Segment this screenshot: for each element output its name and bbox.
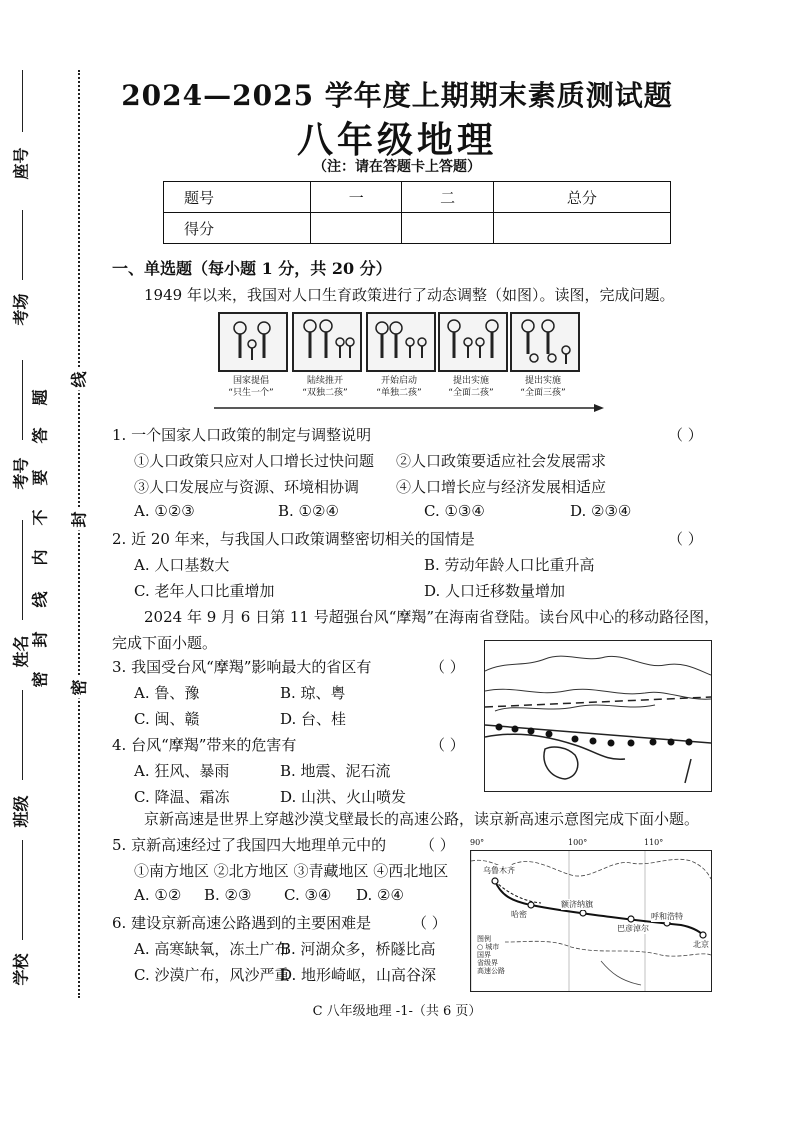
option-d[interactable]: D. 山洪、火山喷发 [280, 788, 407, 806]
family-icon [220, 314, 286, 370]
seal-word: 答 [30, 427, 50, 444]
question-4-stem: 4. 台风“摩羯”带来的危害有 [112, 736, 297, 754]
policy-caption [211, 375, 291, 399]
city-label: 额济纳旗 [561, 900, 593, 909]
option-c[interactable]: C. ①③④ [424, 502, 485, 520]
family-illustration [218, 312, 288, 372]
cut-label-secret: 密 [67, 677, 90, 699]
family-illustration [438, 312, 508, 372]
typhoon-track-map [485, 641, 711, 791]
name-label: 姓名 [11, 635, 31, 668]
table-row [164, 213, 671, 244]
table-cell: 总分 [493, 182, 670, 213]
typhoon-map [484, 640, 712, 792]
answer-paren[interactable]: （ ） [668, 530, 703, 548]
question-1-stem: 1. 一个国家人口政策的制定与调整说明 [112, 426, 372, 444]
city-label: 巴彦淖尔 [617, 924, 649, 933]
city-label: 呼和浩特 [651, 912, 683, 921]
class-underline [22, 690, 23, 780]
cut-label-line: 线 [67, 369, 90, 391]
option-b[interactable]: B. 河湖众多，桥隧比高 [280, 940, 436, 958]
option-d[interactable]: D. 台、桂 [280, 710, 347, 728]
caption-line: “只生一个” [228, 388, 274, 398]
score-cell[interactable] [311, 213, 402, 244]
table-cell: 一 [311, 182, 402, 213]
table-cell: 得分 [164, 213, 311, 244]
family-illustration [366, 312, 436, 372]
statement: ①人口政策只应对人口增长过快问题 [134, 452, 375, 470]
city-label: 乌鲁木齐 [483, 866, 515, 875]
caption-line: 提出实施 [452, 376, 489, 386]
exam-note: （注：请在答题卡上答题） [313, 159, 481, 175]
intro-text: 1949 年以来，我国对人口生育政策进行了动态调整（如图）。读图，完成问题。 [144, 286, 675, 304]
policy-caption [359, 375, 439, 399]
policy-caption [503, 375, 583, 399]
family-illustration [510, 312, 580, 372]
table-cell: 二 [402, 182, 493, 213]
seal-word: 题 [30, 389, 50, 406]
caption-line: “双独二孩” [302, 388, 348, 398]
intro-text: 京新高速是世界上穿越沙漠戈壁最长的高速公路，读京新高速示意图完成下面小题。 [144, 810, 700, 828]
question-6-stem: 6. 建设京新高速公路遇到的主要困难是 [112, 914, 372, 932]
seal-word: 密 [30, 671, 50, 688]
score-cell[interactable] [402, 213, 493, 244]
statement: ①南方地区 ②北方地区 ③青藏地区 ④西北地区 [134, 862, 449, 880]
option-d[interactable]: D. 人口迁移数量增加 [424, 582, 566, 600]
answer-paren[interactable]: （ ） [430, 736, 465, 754]
family-icon [368, 314, 434, 370]
option-a[interactable]: A. 鲁、豫 [134, 684, 200, 702]
score-cell[interactable] [493, 213, 670, 244]
statement: ③人口发展应与资源、环境相协调 [134, 478, 360, 496]
family-illustration [292, 312, 362, 372]
option-b[interactable]: B. 琼、粤 [280, 684, 346, 702]
school-underline [22, 840, 23, 940]
option-a[interactable]: A. 狂风、暴雨 [134, 762, 230, 780]
seal-word: 不 [30, 509, 50, 526]
statement: ④人口增长应与经济发展相适应 [396, 478, 607, 496]
city-label: 北京 [693, 940, 709, 949]
intro-text: 完成下面小题。 [112, 634, 218, 652]
legend-item: 国界 [477, 951, 491, 959]
seal-word: 线 [30, 591, 50, 608]
exam-no-label: 考号 [11, 457, 31, 490]
question-5-stem: 5. 京新高速经过了我国四大地理单元中的 [112, 836, 387, 854]
lon-label: 90° [470, 838, 485, 847]
option-d[interactable]: D. 地形崎岖，山高谷深 [280, 966, 437, 984]
cut-label-seal: 封 [67, 509, 90, 531]
option-c[interactable]: C. 沙漠广布，风沙严重 [134, 966, 290, 984]
room-label: 考场 [11, 293, 31, 326]
school-label: 学校 [11, 953, 31, 986]
option-a[interactable]: A. ①②③ [134, 502, 195, 520]
caption-line: “全面二孩” [448, 388, 494, 398]
answer-paren[interactable]: （ ） [420, 836, 455, 854]
caption-line: 陆续推开 [306, 376, 343, 386]
caption-line: “全面三孩” [520, 388, 566, 398]
question-3-stem: 3. 我国受台风“摩羯”影响最大的省区有 [112, 658, 372, 676]
answer-paren[interactable]: （ ） [668, 426, 703, 444]
family-icon [512, 314, 578, 370]
class-label: 班级 [11, 795, 31, 828]
seat-label: 座号 [11, 147, 31, 180]
option-b[interactable]: B. 地震、泥石流 [280, 762, 391, 780]
option-d[interactable]: D. ②③④ [570, 502, 632, 520]
legend-item: 省级界 [477, 959, 498, 967]
statement: ②人口政策要适应社会发展需求 [396, 452, 607, 470]
intro-text: 2024 年 9 月 6 日第 11 号超强台风“摩羯”在海南省登陆。读台风中心的移动路径图， [144, 608, 720, 626]
option-d[interactable]: D. ②④ [356, 886, 404, 904]
section-heading: 一、单选题（每小题 1 分，共 20 分） [112, 259, 392, 278]
lon-label: 100° [568, 838, 588, 847]
caption-line: “单独二孩” [376, 388, 422, 398]
caption-line: 开始启动 [380, 376, 417, 386]
option-b[interactable]: B. ②③ [204, 886, 252, 904]
highway-map [470, 850, 712, 992]
policy-caption [431, 375, 511, 399]
timeline-arrow [214, 402, 604, 414]
caption-line: 国家提倡 [232, 376, 269, 386]
option-a[interactable]: A. ①② [134, 886, 182, 904]
score-table [163, 181, 671, 244]
option-c[interactable]: C. 老年人口比重增加 [134, 582, 275, 600]
family-icon [440, 314, 506, 370]
caption-line: 提出实施 [524, 376, 561, 386]
exam-no-underline [22, 360, 23, 440]
legend-title: 图例 [477, 935, 491, 943]
table-cell: 题号 [164, 182, 311, 213]
option-c[interactable]: C. ③④ [284, 886, 332, 904]
option-c[interactable]: C. 降温、霜冻 [134, 788, 230, 806]
city-label: 哈密 [511, 910, 527, 919]
answer-paren[interactable]: （ ） [412, 914, 447, 932]
cut-line [78, 70, 80, 998]
page-footer: C 八年级地理 -1-（共 6 页） [312, 1004, 482, 1019]
room-underline [22, 210, 23, 280]
legend-item: ○ 城市 [477, 943, 500, 951]
lon-label: 110° [644, 838, 664, 847]
seal-word: 要 [30, 469, 50, 486]
seal-word: 内 [30, 549, 50, 566]
table-row [164, 182, 671, 213]
legend-item: 高速公路 [477, 967, 505, 975]
option-a[interactable]: A. 高寒缺氧，冻土广布 [134, 940, 290, 958]
question-2-stem: 2. 近 20 年来，与我国人口政策调整密切相关的国情是 [112, 530, 475, 548]
map-legend [477, 935, 505, 975]
option-c[interactable]: C. 闽、赣 [134, 710, 200, 728]
family-icon [294, 314, 360, 370]
exam-subtitle: 八年级地理 [296, 119, 497, 161]
policy-caption [285, 375, 365, 399]
option-a[interactable]: A. 人口基数大 [134, 556, 230, 574]
option-b[interactable]: B. ①②④ [278, 502, 339, 520]
seal-word: 封 [30, 631, 50, 648]
name-underline [22, 520, 23, 620]
answer-paren[interactable]: （ ） [430, 658, 465, 676]
option-b[interactable]: B. 劳动年龄人口比重升高 [424, 556, 595, 574]
exam-title: 2024—2025 学年度上期期末素质测试题 [121, 79, 673, 112]
